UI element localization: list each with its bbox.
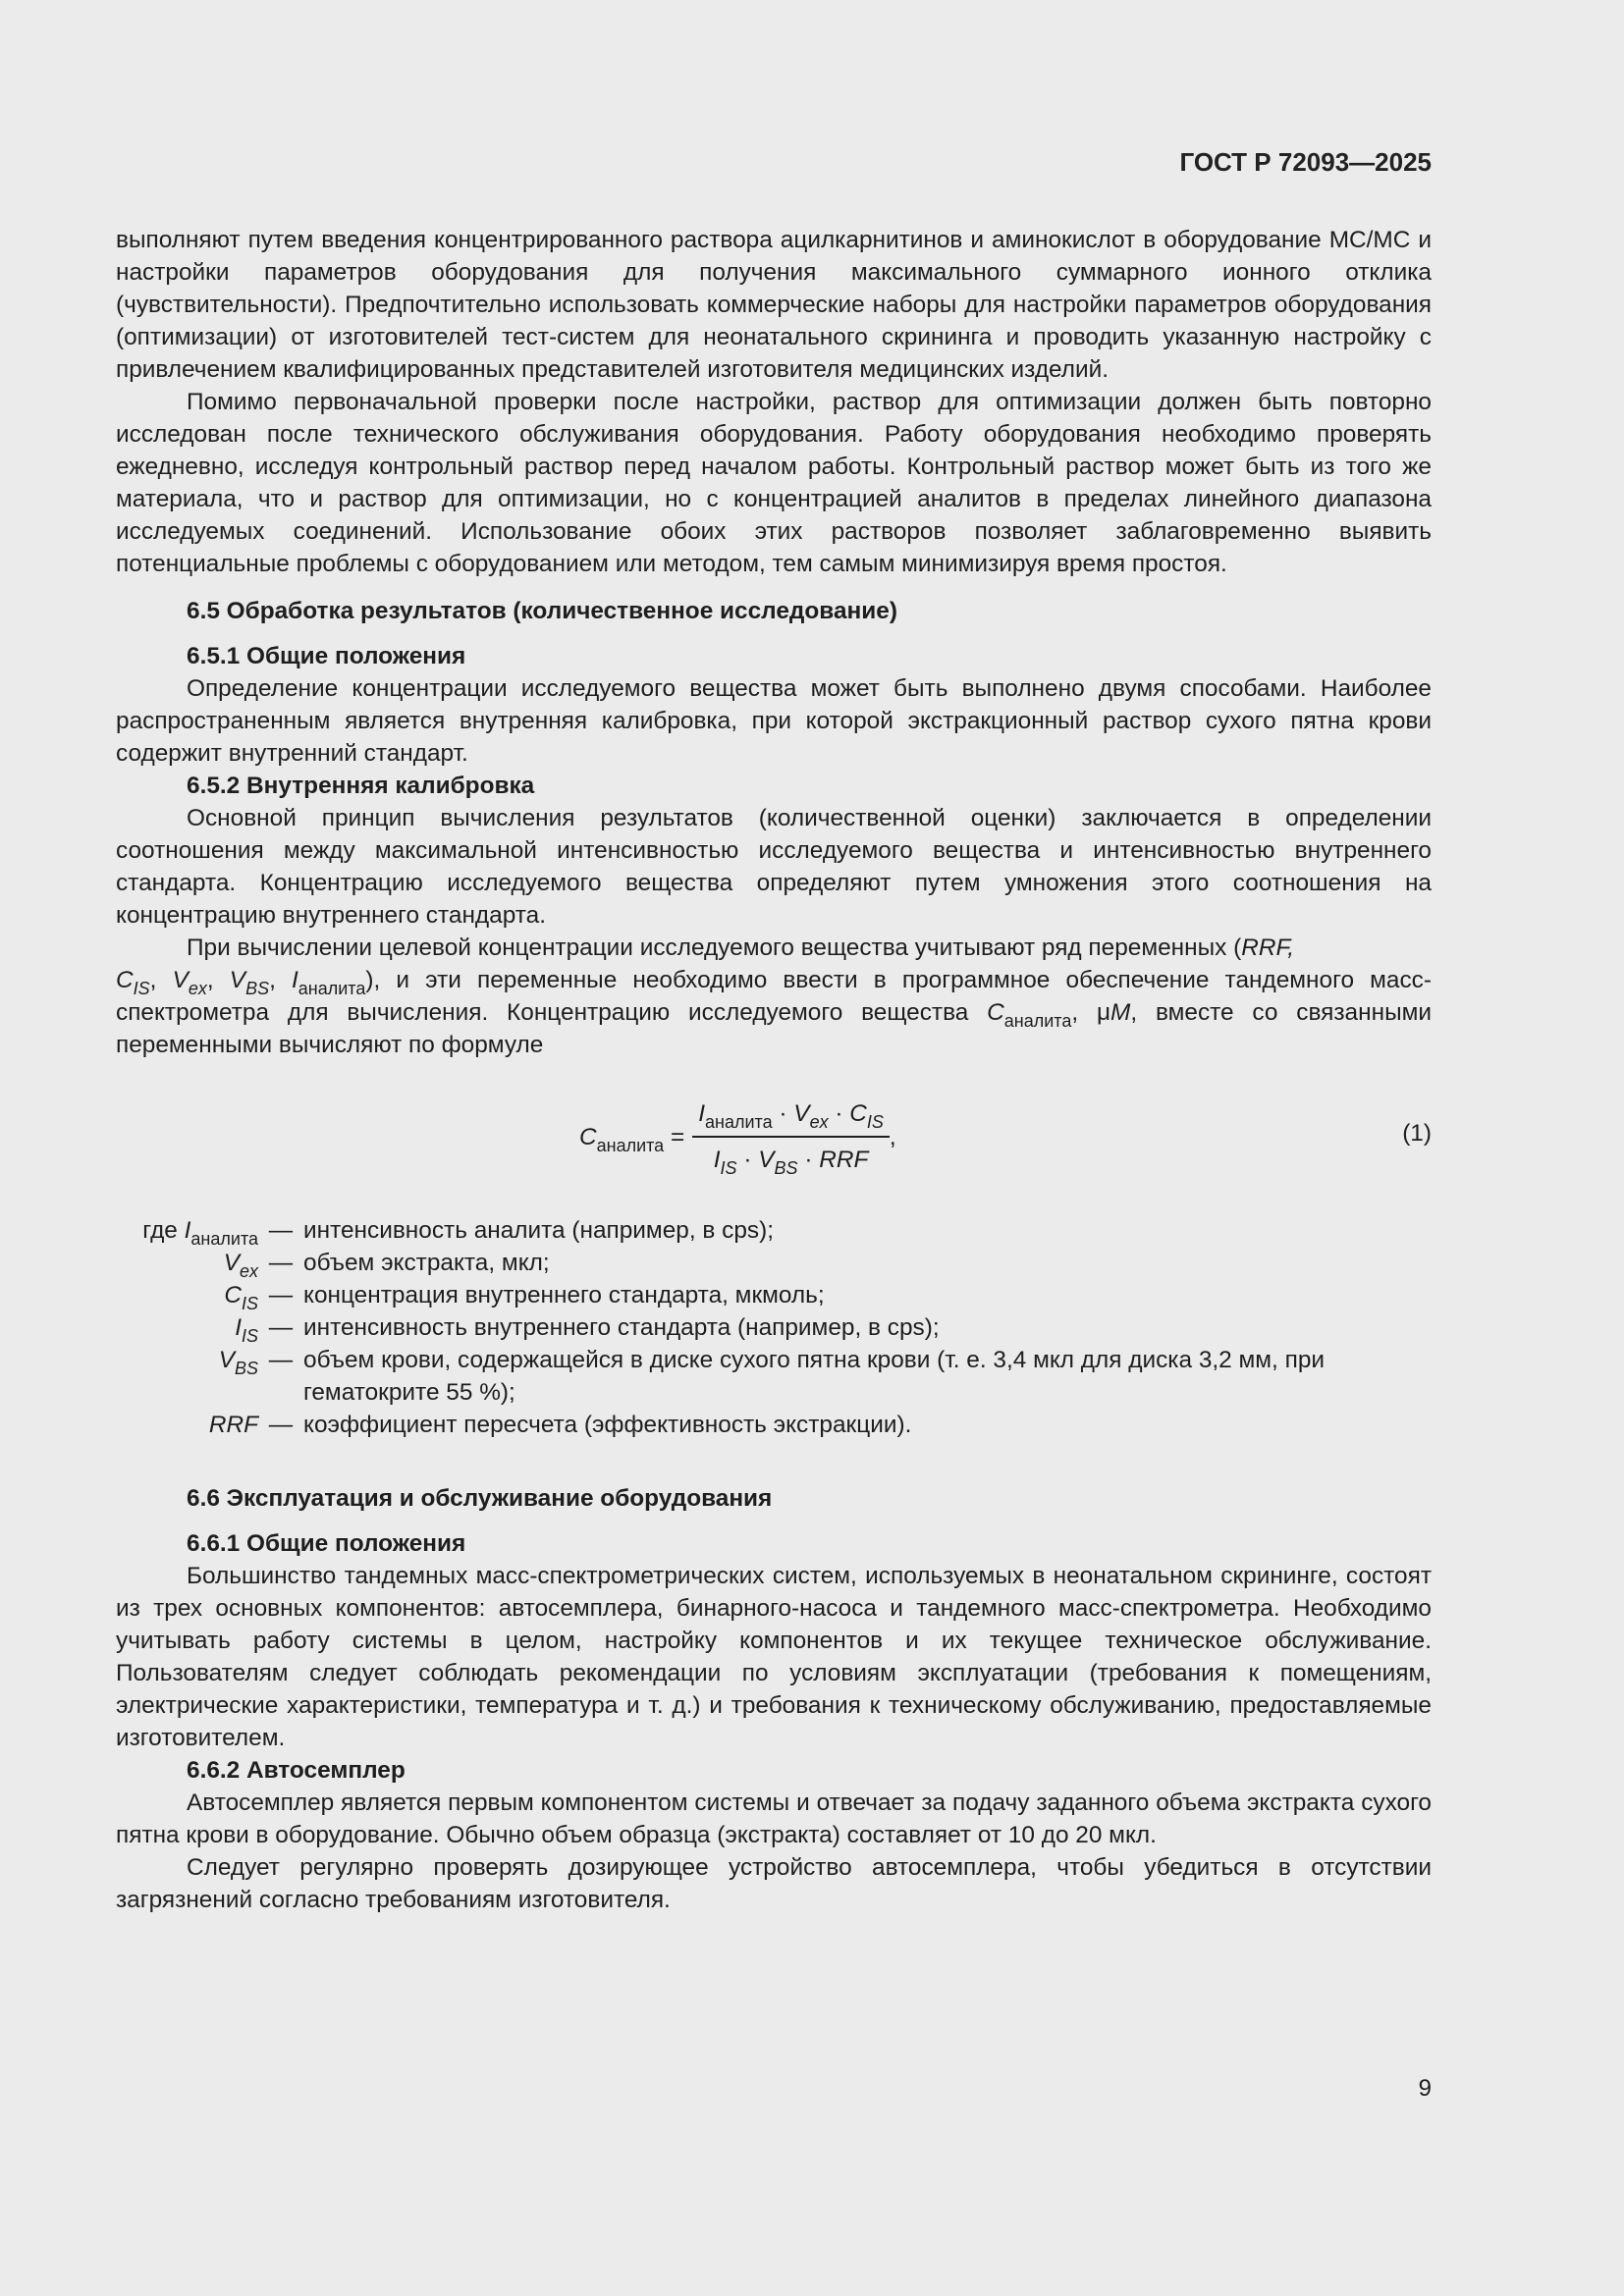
variable-definition-row [116,1409,1432,1441]
variable-description: концентрация внутреннего стандарта, мкмоль; [303,1282,825,1308]
standard-header: ГОСТ Р 72093—2025 [1179,147,1432,177]
section-heading-6-6: 6.6 Эксплуатация и обслуживание оборудования [187,1485,773,1512]
formula-sub: BS [774,1158,798,1178]
var-sub: ex [188,979,207,998]
variable-symbol-letter: V [223,1250,240,1276]
variable-definition-row [116,1247,1432,1279]
variable-symbol-sub: аналита [190,1229,258,1249]
definition-dash: — [268,1217,294,1244]
paragraph: Большинство тандемных масс-спектрометрических систем, используемых в неонатальном скрининге, состоят из трех основных компонентов: автосемплера, бинарного-насоса и тандемного масс-спектрометра. Необходимо учитывать работу системы в целом, настройку компонентов и их текущее техническое обслуживание. Пользователям следует соблюдать рекомендации по условиям эксплуатации (требования к помещениям, электрические характеристики, температура и т. д.) и требования к техническому обслуживанию, предоставляемые изготовителем. [116,1563,1432,1751]
subsection-heading-6-6-1: 6.6.1 Общие положения [187,1530,466,1557]
formula-sub: ex [809,1112,829,1132]
variable-definition-row [116,1344,1432,1409]
variable-symbol-letter: C [224,1282,242,1308]
paragraph-variables [116,932,1432,1061]
text-run: , [206,967,230,993]
formula-numerator [692,1097,890,1138]
variable-symbol-sub: IS [241,1294,258,1313]
variable-symbol-letter: I [184,1217,191,1244]
paragraph: Определение концентрации исследуемого вещества может быть выполнено двумя способами. Наиболее распространенным является внутренняя калибровка, при которой экстракционный раствор сухого пятна крови содержит внутренний стандарт. [116,675,1432,767]
variable-definition-row [116,1279,1432,1311]
formula-symbol: C [579,1123,597,1150]
text-run: , [269,967,292,993]
subsection-heading-6-6-2: 6.6.2 Автосемплер [187,1757,406,1784]
formula-symbol: RRF [819,1147,869,1173]
formula-dot: · [797,1147,820,1173]
text-run: , вместе со связанными переменными вычисляют по формуле [116,999,1432,1058]
var-c: C [116,967,134,993]
variable-symbol [116,1279,258,1311]
variable-description: интенсивность аналита (например, в cps); [303,1217,774,1244]
paragraph: Автосемплер является первым компонентом системы и отвечает за подачу заданного объема экстракта сухого пятна крови в оборудование. Обычно объем образца (экстракта) составляет от 10 до 20 мкл. [116,1789,1432,1848]
definition-dash: — [268,1282,294,1308]
formula-dot: · [828,1100,850,1127]
formula-number: (1) [1402,1120,1432,1147]
formula-dot: · [772,1100,794,1127]
variable-description: интенсивность внутреннего стандарта (например, в cps); [303,1314,940,1341]
paragraph: Помимо первоначальной проверки после настройки, раствор для оптимизации должен быть повторно исследован после технического обслуживания оборудования. Работу оборудования необходимо проверять ежедневно, исследуя контрольный раствор перед началом работы. Контрольный раствор может быть из того же материала, что и раствор для оптимизации, но с концентрацией аналитов в пределах линейного диапазона исследуемых соединений. Использование обоих этих растворов позволяет заблаговременно выявить потенциальные проблемы с оборудованием или методом, тем самым минимизируя время простоя. [116,389,1432,577]
definition-dash: — [268,1347,294,1373]
text-run: При вычислении целевой концентрации исследуемого вещества учитывают ряд переменных ( [187,934,1242,961]
formula-equals: = [664,1123,685,1150]
var-sub: аналита [298,979,366,998]
variable-symbol [116,1214,258,1247]
variable-description: объем экстракта, мкл; [303,1250,550,1276]
subsection-heading-6-5-1: 6.5.1 Общие положения [187,643,466,669]
variable-symbol-letter: I [235,1314,242,1341]
var-m: M [1110,999,1131,1026]
page-number: 9 [1418,2075,1432,2102]
variable-symbol-sub: BS [234,1359,258,1378]
variable-symbol [116,1344,258,1376]
var-sub: аналита [1003,1011,1072,1031]
formula-sub: аналита [705,1112,773,1132]
formula-fraction [692,1097,890,1176]
var-sub: IS [133,979,150,998]
formula-symbol: I [698,1100,706,1127]
formula-symbol: V [793,1100,810,1127]
formula-sub: аналита [596,1135,665,1155]
variable-definition-row [116,1214,1432,1247]
paragraph: выполняют путем введения концентрированного раствора ацилкарнитинов и аминокислот в оборудование МС/МС и настройки параметров оборудования для получения максимального суммарного ионного отклика (чувствительности). Предпочтительно использовать коммерческие наборы для настройки параметров оборудования (оптимизации) от изготовителей тест-систем для неонатального скрининга и проводить указанную настройку с привлечением квалифицированных представителей изготовителя медицинских изделий. [116,227,1432,383]
variable-definitions [116,1214,1432,1441]
text-run: , μ [1071,999,1111,1026]
formula-dot: · [736,1147,759,1173]
variable-description: коэффициент пересчета (эффективность экстракции). [303,1412,912,1438]
text-run: , [149,967,173,993]
formula-sub: IS [720,1158,737,1178]
var-v: V [229,967,246,993]
var-v: V [172,967,189,993]
variable-symbol-letter: V [218,1347,235,1373]
formula-symbol: C [849,1100,867,1127]
formula-symbol: V [758,1147,775,1173]
subsection-heading-6-5-2: 6.5.2 Внутренняя калибровка [187,773,535,799]
var-sub: BS [245,979,270,998]
variable-description: объем крови, содержащейся в диске сухого пятна крови (т. е. 3,4 мкл для диска 3,2 мм, при гематокрите 55 %); [303,1347,1326,1406]
var-c: C [987,999,1004,1026]
formula-sub: IS [866,1112,884,1132]
variable-symbol [116,1409,258,1441]
variable-symbol [116,1247,258,1279]
definition-dash: — [268,1412,294,1438]
variable-symbol-sub: ex [239,1261,258,1281]
where-prefix: где [142,1217,185,1244]
formula-expression [579,1077,896,1197]
page-body [116,224,1432,1916]
formula-symbol: I [713,1147,721,1173]
paragraph: Основной принцип вычисления результатов (количественной оценки) заключается в определении соотношения между максимальной интенсивностью исследуемого вещества и интенсивностью внутреннего стандарта. Концентрацию исследуемого вещества определяют путем умножения этого соотношения на концентрацию внутреннего стандарта. [116,805,1432,929]
definition-dash: — [268,1314,294,1341]
formula-lhs [579,1121,684,1153]
formula-comma: , [889,1123,896,1150]
var-rrf: RRF, [1241,934,1294,961]
var-i: I [292,967,298,993]
definition-dash: — [268,1250,294,1276]
section-heading-6-5: 6.5 Обработка результатов (количественное исследование) [187,598,897,624]
formula-denominator [708,1138,875,1176]
variable-definition-row [116,1311,1432,1344]
formula-1 [116,1077,1432,1197]
variable-symbol [116,1311,258,1344]
variable-symbol-letter: RRF [208,1412,258,1438]
variable-symbol-sub: IS [241,1326,258,1346]
paragraph: Следует регулярно проверять дозирующее устройство автосемплера, чтобы убедиться в отсутствии загрязнений согласно требованиям изготовителя. [116,1854,1432,1913]
text-run: ), и эти переменные необходимо ввести в программное обеспечение тандемного масс-спектрометра для вычисления. Концентрацию исследуемого вещества [116,967,1432,1026]
